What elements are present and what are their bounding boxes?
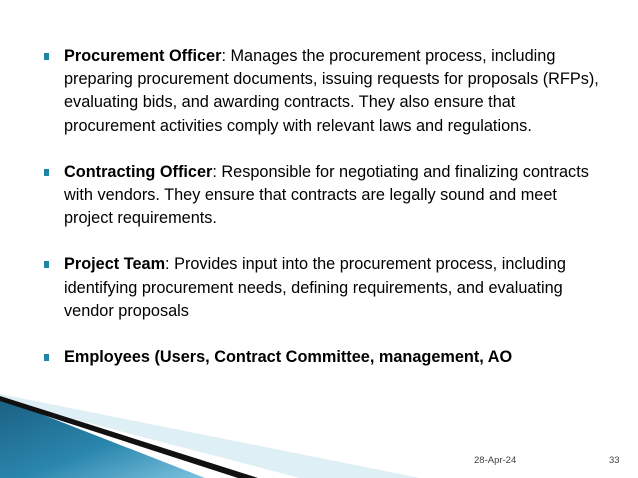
list-item: [44, 253, 604, 323]
footer-date: 28-Apr-24: [474, 455, 517, 466]
square-bullet-icon: [44, 261, 49, 268]
square-bullet-icon: [44, 53, 49, 60]
bullet-list: [44, 45, 604, 369]
role-description: : Responsible for negotiating and finalizing contracts with vendors. They ensure that contracts are legally sound and meet project requirements.: [64, 162, 589, 228]
square-bullet-icon: [44, 354, 49, 361]
role-description: : Provides input into the procurement process, including identifying procurement needs, defining requirements, and evaluating vendor proposals: [64, 255, 566, 320]
page-number: 33: [609, 455, 620, 466]
list-item: [44, 45, 604, 138]
square-bullet-icon: [44, 169, 49, 176]
role-term: Project Team: [64, 255, 166, 274]
role-term: Employees (Users, Contract Committee, management, AO: [64, 348, 513, 367]
role-description: : Manages the procurement process, including preparing procurement documents, issuing requests for proposals (RFPs), evaluating bids, and awarding contracts. They also ensure that procurement activities comply with relevant laws and regulations.: [64, 47, 599, 135]
list-item: [44, 161, 604, 231]
list-item: [44, 346, 604, 369]
role-term: Procurement Officer: [64, 47, 222, 65]
role-term: Contracting Officer: [64, 162, 213, 181]
